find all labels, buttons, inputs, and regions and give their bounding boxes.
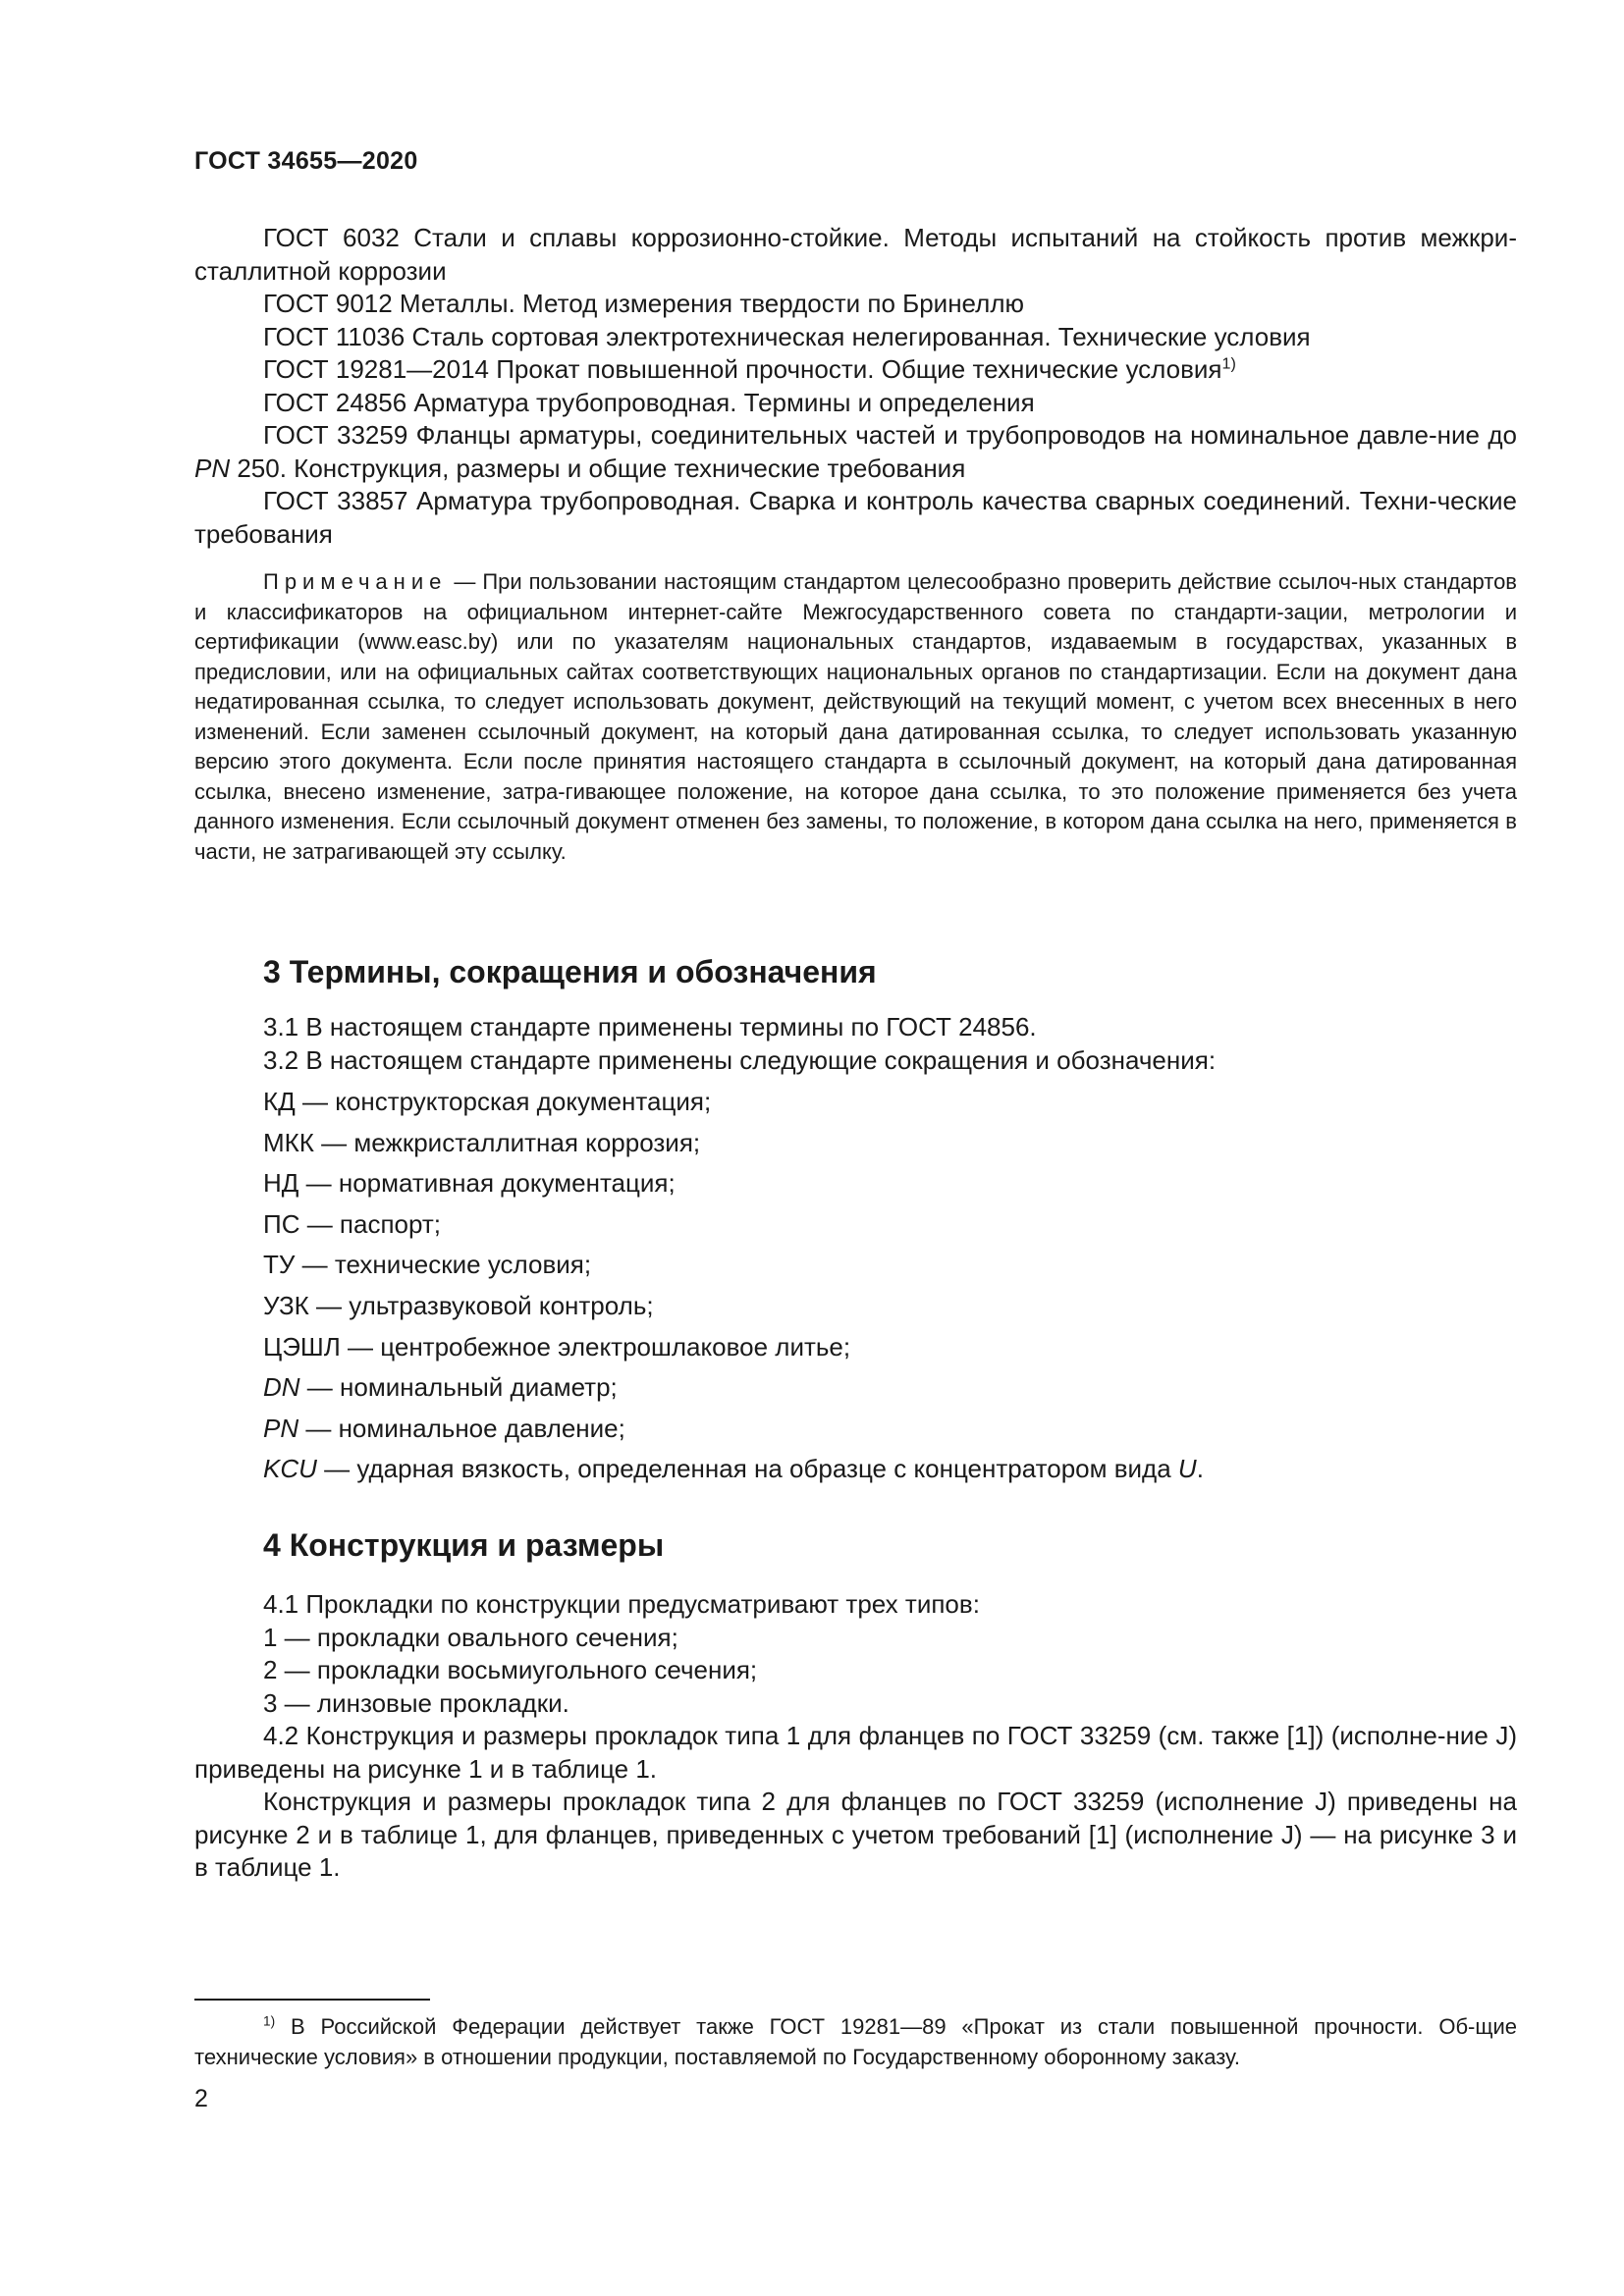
paragraph: 4.2 Конструкция и размеры прокладок типа 1 для фланцев по ГОСТ 33259 (см. также [1]) (исполне-ние J) приведены на рисунке 1 и в таблице 1. [194,1721,1517,1784]
reference-item: ГОСТ 24856 Арматура трубопроводная. Термины и определения [263,387,1035,417]
abbreviation-item: DN — номинальный диаметр; [263,1372,618,1403]
page-number: 2 [194,2085,208,2112]
section-3-intro [263,1011,1517,1077]
note-text: — При пользовании настоящим стандартом целесообразно проверить действие ссылоч-ных стандартов и классификаторов на официальном интернет-сайте Межгосударственного совета по стандарти-зации, метрологии и сертификации (www.easc.by) или по указателям национальных стандартов, издаваемым в государствах, указанных в предисловии, или на официальных сайтах соответствующих национальных органов по стандартизации. Если на документ дана недатированная ссылка, то следует использовать документ, действующий на текущий момент, с учетом всех внесенных в него изменений. Если заменен ссылочный документ, на который дана датированная ссылка, то следует использовать указанную версию этого документа. Если после принятия настоящего стандарта в ссылочный документ, на который дана датированная ссылка, внесено изменение, затра-гивающее положение, на которое дана ссылка, то это положение применяется без учета данного изменения. Если ссылочный документ отменен без замены, то положение, в котором дана ссылка на него, применяется в части, не затрагивающей эту ссылку. [194,569,1517,864]
note-label: Примечание [263,569,448,594]
footnote-divider [194,1999,430,2001]
reference-item: ГОСТ 9012 Металлы. Метод измерения твердости по Бринеллю [263,289,1024,318]
document-header: ГОСТ 34655—2020 [194,147,418,175]
abbreviation-item: КД — конструкторская документация; [263,1087,712,1116]
section-4-body [194,1588,1517,1885]
paragraph: Конструкция и размеры прокладок типа 2 для фланцев по ГОСТ 33259 (исполнение J) приведены на рисунке 2 и в таблице 1, для фланцев, приведенных с учетом требований [1] (исполнение J) — на рисунке 3 и в таблице 1. [194,1787,1517,1882]
abbreviation-item: ПС — паспорт; [263,1208,442,1239]
paragraph: 3.2 В настоящем стандарте применены следующие сокращения и обозначения: [263,1044,1217,1075]
reference-item: ГОСТ 11036 Сталь сортовая электротехническая нелегированная. Технические условия [263,321,1311,351]
section-3-title: 3 Термины, сокращения и обозначения [263,954,877,989]
paragraph: 2 — прокладки восьмиугольного сечения; [263,1655,758,1684]
section-4-title: 4 Конструкция и размеры [263,1527,665,1563]
footnote [194,2012,1517,2072]
abbreviations-list [263,1086,1517,1494]
paragraph: 3.1 В настоящем стандарте применены термины по ГОСТ 24856. [263,1012,1037,1041]
footnote-mark: 1) [263,2013,276,2029]
reference-item: ГОСТ 33259 Фланцы арматуры, соединительных частей и трубопроводов на номинальное давле-ние до PN 250. Конструкция, размеры и общие технические требования [194,420,1517,483]
abbreviation-item: ТУ — технические условия; [263,1250,592,1280]
abbreviation-item: PN — номинальное давление; [263,1413,625,1443]
normative-references-list [194,222,1517,551]
abbreviation-item: УЗК — ультразвуковой контроль; [263,1290,654,1320]
paragraph: 1 — прокладки овального сечения; [263,1622,678,1652]
reference-item: ГОСТ 19281—2014 Прокат повышенной прочности. Общие технические условия$^{1)}$ [263,354,1236,384]
abbreviation-item: KCU — ударная вязкость, определенная на образце с концентратором вида U. [263,1454,1204,1484]
abbreviation-item: НД — нормативная документация; [263,1168,676,1199]
reference-item: ГОСТ 6032 Стали и сплавы коррозионно-стойкие. Методы испытаний на стойкость против межкри-сталлитной коррозии [194,223,1517,286]
footnote-reference[interactable]: 1) [1221,354,1236,373]
abbreviation-item: ЦЭШЛ — центробежное электрошлаковое литье; [263,1331,851,1362]
abbreviation-item: МКК — межкристаллитная коррозия; [263,1127,701,1157]
paragraph: 3 — линзовые прокладки. [263,1687,569,1718]
footnote-text: В Российской Федерации действует также ГОСТ 19281—89 «Прокат из стали повышенной прочности. Об-щие технические условия» в отношении продукции, поставляемой по Государственному оборонному заказу. [194,2014,1517,2069]
paragraph: 4.1 Прокладки по конструкции предусматривают трех типов: [263,1589,980,1619]
note-block [194,567,1517,867]
reference-item: ГОСТ 33857 Арматура трубопроводная. Сварка и контроль качества сварных соединений. Техни-ческие требования [194,486,1517,549]
